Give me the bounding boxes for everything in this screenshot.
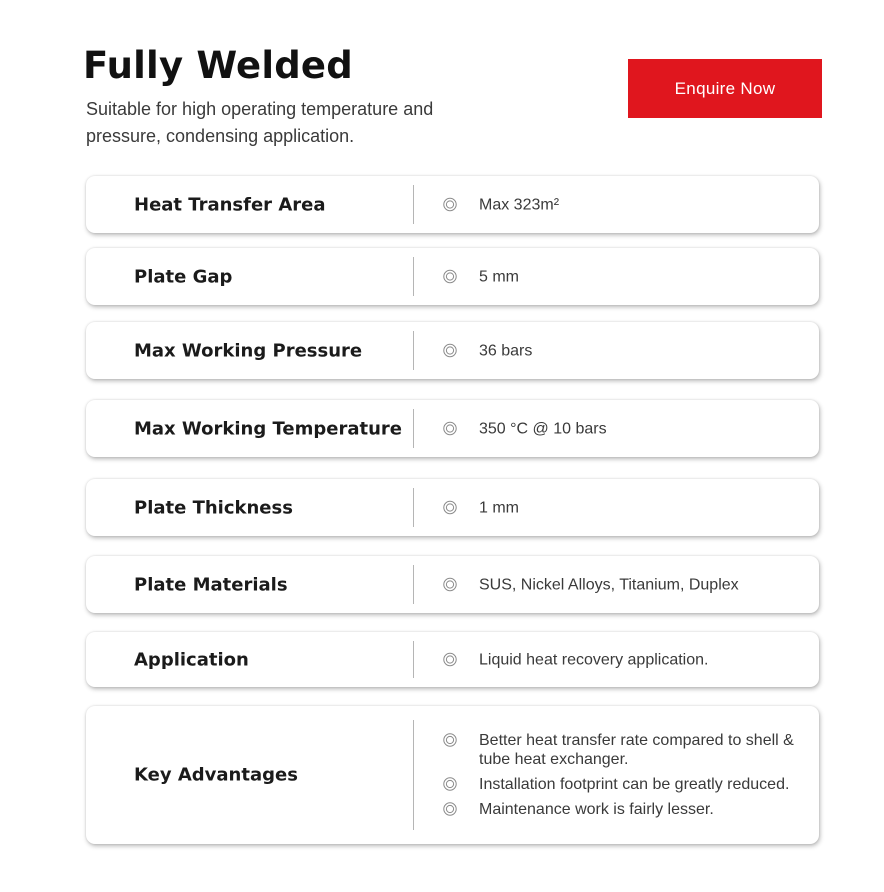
spec-value-text: Max 323m² — [479, 196, 560, 213]
double-ring-bullet-icon — [443, 343, 457, 357]
spec-divider — [413, 257, 414, 296]
spec-values — [443, 731, 803, 819]
spec-value-item — [443, 498, 803, 517]
double-ring-bullet-icon — [443, 197, 457, 211]
spec-value-item — [443, 650, 803, 669]
double-ring-bullet-icon — [443, 777, 457, 791]
spec-divider — [413, 409, 414, 448]
spec-value-item — [443, 341, 803, 360]
spec-card — [86, 632, 819, 687]
spec-value-text: Better heat transfer rate compared to shell & tube heat exchanger. — [479, 732, 794, 768]
double-ring-bullet-icon — [443, 269, 457, 283]
spec-card — [86, 479, 819, 536]
spec-card — [86, 248, 819, 305]
spec-values — [443, 498, 803, 517]
spec-values — [443, 575, 803, 594]
spec-card — [86, 400, 819, 457]
spec-card — [86, 556, 819, 613]
spec-value-item — [443, 800, 803, 819]
spec-card — [86, 322, 819, 379]
spec-value-text: 5 mm — [479, 268, 519, 285]
spec-values — [443, 650, 803, 669]
spec-divider — [413, 488, 414, 527]
spec-value-item — [443, 267, 803, 286]
double-ring-bullet-icon — [443, 733, 457, 747]
spec-value-text: 1 mm — [479, 499, 519, 516]
enquire-now-button[interactable]: Enquire Now — [628, 59, 822, 118]
spec-divider — [413, 720, 414, 830]
spec-value-text: SUS, Nickel Alloys, Titanium, Duplex — [479, 576, 739, 593]
double-ring-bullet-icon — [443, 500, 457, 514]
spec-values — [443, 341, 803, 360]
spec-label: Max Working Temperature — [134, 418, 402, 439]
spec-divider — [413, 185, 414, 224]
double-ring-bullet-icon — [443, 577, 457, 591]
spec-value-item — [443, 419, 803, 438]
spec-label: Heat Transfer Area — [134, 194, 326, 215]
double-ring-bullet-icon — [443, 421, 457, 435]
double-ring-bullet-icon — [443, 802, 457, 816]
spec-value-item — [443, 775, 803, 794]
spec-value-text: 350 °C @ 10 bars — [479, 420, 607, 437]
spec-values — [443, 267, 803, 286]
spec-card — [86, 176, 819, 233]
spec-value-text: Liquid heat recovery application. — [479, 651, 709, 668]
page-title: Fully Welded — [83, 44, 353, 87]
spec-divider — [413, 331, 414, 370]
double-ring-bullet-icon — [443, 652, 457, 666]
spec-label: Plate Thickness — [134, 497, 293, 518]
spec-label: Plate Materials — [134, 574, 288, 595]
spec-value-text: Installation footprint can be greatly reduced. — [479, 776, 790, 793]
spec-value-item — [443, 195, 803, 214]
page-subtitle: Suitable for high operating temperature and pressure, condensing application. — [86, 99, 434, 146]
spec-value-item — [443, 575, 803, 594]
spec-label: Max Working Pressure — [134, 340, 363, 361]
spec-label: Application — [134, 649, 249, 670]
spec-card — [86, 706, 819, 844]
spec-values — [443, 419, 803, 438]
spec-label: Key Advantages — [134, 764, 298, 786]
spec-divider — [413, 565, 414, 604]
spec-values — [443, 195, 803, 214]
spec-divider — [413, 641, 414, 678]
spec-value-text: Maintenance work is fairly lesser. — [479, 801, 714, 818]
spec-label: Plate Gap — [134, 266, 233, 287]
spec-value-item — [443, 731, 803, 769]
spec-value-text: 36 bars — [479, 342, 533, 359]
